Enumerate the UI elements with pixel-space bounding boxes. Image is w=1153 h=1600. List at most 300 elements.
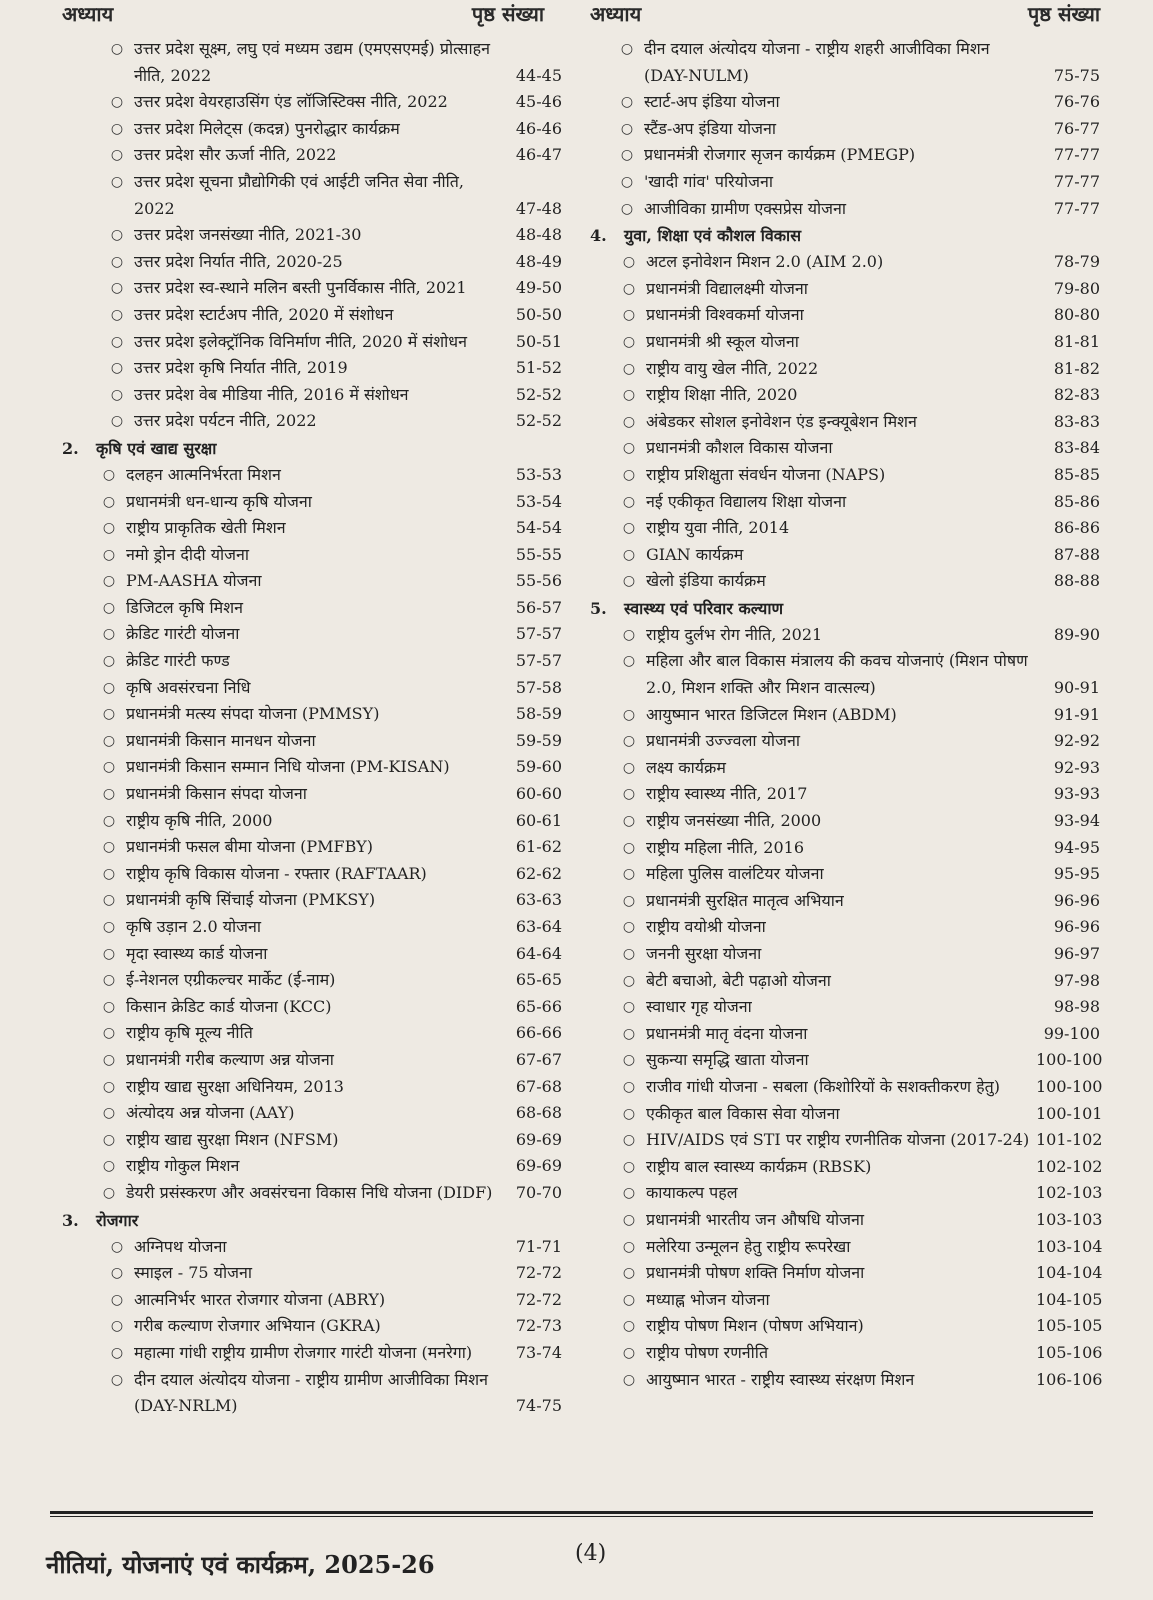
circle-bullet-icon: ○ [622, 520, 636, 537]
toc-entry-pages: 77-77 [1053, 145, 1100, 165]
circle-bullet-icon: ○ [622, 813, 636, 830]
circle-bullet-icon: ○ [622, 866, 636, 883]
circle-bullet-icon: ○ [622, 413, 636, 430]
toc-entry-pages: 93-93 [1053, 784, 1100, 804]
right-column [590, 0, 1103, 1393]
toc-entry-pages: 102-102 [1036, 1156, 1103, 1176]
toc-entry-title: महात्मा गांधी राष्ट्रीय ग्रामीण रोजगार गारंटी योजना (मनरेगा) [134, 1342, 473, 1362]
circle-bullet-icon: ○ [110, 1344, 124, 1361]
toc-entry [62, 754, 562, 781]
toc-entry-pages: 71-71 [515, 1236, 562, 1256]
toc-entry-title: उत्तर प्रदेश स्व-स्थाने मलिन बस्ती पुनर्विकास नीति, 2021 [134, 278, 467, 298]
toc-entry-title: राष्ट्रीय स्वास्थ्य नीति, 2017 [646, 784, 808, 804]
toc-entry-pages: 45-46 [515, 92, 562, 112]
toc-entry-pages: 69-69 [515, 1129, 562, 1149]
toc-entry-pages: 46-46 [515, 118, 562, 138]
toc-entry [62, 408, 562, 435]
toc-entry [62, 355, 562, 382]
toc-entry-pages: 81-82 [1053, 358, 1100, 378]
toc-entry [62, 489, 562, 516]
toc-entry-pages: 54-54 [515, 518, 562, 538]
toc-entry [62, 1260, 562, 1287]
circle-bullet-icon: ○ [620, 94, 634, 111]
circle-bullet-icon: ○ [102, 653, 116, 670]
toc-entry-title: राष्ट्रीय वयोश्री योजना [646, 917, 766, 937]
toc-entry-title: राष्ट्रीय पोषण मिशन (पोषण अभियान) [646, 1316, 864, 1336]
toc-entry [62, 887, 562, 914]
toc-entry-title: राष्ट्रीय कृषि मूल्य नीति [126, 1023, 253, 1043]
toc-entry-pages: 80-80 [1053, 305, 1100, 325]
circle-bullet-icon: ○ [622, 466, 636, 483]
circle-bullet-icon: ○ [620, 120, 634, 137]
toc-entry-pages: 106-106 [1036, 1369, 1103, 1389]
circle-bullet-icon: ○ [102, 520, 116, 537]
toc-entry-title: आयुष्मान भारत - राष्ट्रीय स्वास्थ्य संरक्षण मिशन [646, 1369, 915, 1389]
toc-entry-title: प्रधानमंत्री पोषण शक्ति निर्माण योजना [646, 1263, 865, 1283]
circle-bullet-icon: ○ [102, 786, 116, 803]
toc-entry-title: स्टैंड-अप इंडिया योजना [644, 118, 777, 138]
toc-entry-title: अंत्योदय अन्न योजना (AAY) [126, 1103, 295, 1123]
toc-entry-title: राष्ट्रीय प्रशिक्षुता संवर्धन योजना (NAPS) [646, 464, 886, 484]
circle-bullet-icon: ○ [622, 1132, 636, 1149]
toc-entry-title: आयुष्मान भारत डिजिटल मिशन (ABDM) [646, 704, 897, 724]
toc-entry-title: डिजिटल कृषि मिशन [126, 597, 243, 617]
toc-entry-pages: 91-91 [1053, 704, 1100, 724]
toc-entry-title: उत्तर प्रदेश वेब मीडिया नीति, 2016 में संशोधन [134, 384, 409, 404]
toc-entry-title: दीन दयाल अंत्योदय योजना - राष्ट्रीय ग्रामीण आजीविका मिशन (DAY-NRLM) [134, 1369, 488, 1416]
circle-bullet-icon: ○ [622, 1265, 636, 1282]
circle-bullet-icon: ○ [622, 1185, 636, 1202]
circle-bullet-icon: ○ [102, 466, 116, 483]
toc-entry-title: दीन दयाल अंत्योदय योजना - राष्ट्रीय शहरी आजीविका मिशन (DAY-NULM) [644, 39, 990, 85]
toc-entry [590, 835, 1100, 862]
toc-entry-pages: 48-49 [515, 251, 562, 271]
toc-entry-pages: 64-64 [515, 943, 562, 963]
circle-bullet-icon: ○ [102, 546, 116, 563]
toc-entry-title: प्रधानमंत्री विश्वकर्मा योजना [646, 305, 804, 325]
toc-entry-pages: 75-75 [1053, 65, 1100, 85]
toc-entry-title: उत्तर प्रदेश इलेक्ट्रॉनिक विनिर्माण नीति, 2020 में संशोधन [134, 331, 467, 351]
section-number: 5. [590, 598, 607, 618]
toc-entry [62, 834, 562, 861]
toc-entry [590, 329, 1100, 356]
toc-entry-pages: 65-65 [515, 970, 562, 990]
toc-entry-pages: 52-52 [515, 411, 562, 431]
toc-entry-title: प्रधानमंत्री किसान सम्मान निधि योजना (PM-KISAN) [126, 757, 450, 777]
toc-entry-title: राष्ट्रीय गोकुल मिशन [126, 1156, 240, 1176]
toc-entry [62, 808, 562, 835]
toc-entry-pages: 96-97 [1053, 944, 1100, 963]
toc-entry [62, 302, 562, 329]
circle-bullet-icon: ○ [622, 1158, 636, 1175]
section-heading [590, 222, 1100, 249]
toc-entry [62, 675, 562, 702]
toc-entry [590, 1047, 1103, 1074]
toc-entry-pages: 100-101 [1036, 1103, 1103, 1123]
circle-bullet-icon: ○ [102, 972, 116, 989]
toc-entry [590, 382, 1100, 409]
toc-entry-pages: 53-54 [515, 491, 562, 511]
toc-entry-pages: 48-48 [515, 225, 562, 245]
circle-bullet-icon: ○ [102, 1051, 116, 1068]
circle-bullet-icon: ○ [622, 280, 636, 297]
toc-entry-title: प्रधानमंत्री धन-धान्य कृषि योजना [126, 491, 312, 511]
section-heading [62, 435, 562, 462]
toc-entry [62, 967, 562, 994]
circle-bullet-icon: ○ [110, 120, 124, 137]
toc-section [590, 222, 1100, 595]
toc-entry-title: प्रधानमंत्री किसान मानधन योजना [126, 730, 316, 750]
toc-entry-title: प्रधानमंत्री विद्यालक्ष्मी योजना [646, 278, 808, 298]
toc-entry-pages: 95-95 [1053, 864, 1100, 884]
circle-bullet-icon: ○ [622, 387, 636, 404]
toc-entry-pages: 103-103 [1036, 1209, 1103, 1229]
circle-bullet-icon: ○ [622, 1052, 636, 1069]
toc-entry-pages: 100-100 [1036, 1050, 1103, 1070]
circle-bullet-icon: ○ [622, 307, 636, 324]
toc-entry-title: राष्ट्रीय कृषि नीति, 2000 [126, 810, 273, 830]
toc-entry [590, 169, 1100, 196]
toc-entry [590, 302, 1100, 329]
circle-bullet-icon: ○ [622, 759, 636, 776]
toc-entry-pages: 104-104 [1036, 1263, 1103, 1283]
toc-entry-pages: 67-67 [515, 1049, 562, 1069]
circle-bullet-icon: ○ [102, 759, 116, 776]
toc-entry-title: उत्तर प्रदेश सूचना प्रौद्योगिकी एवं आईटी जनित सेवा नीति, 2022 [134, 171, 464, 218]
toc-entry [590, 1127, 1103, 1154]
toc-entry-pages: 93-94 [1053, 811, 1100, 831]
toc-entry-title: स्टार्ट-अप इंडिया योजना [644, 92, 780, 112]
page-number: (4) [575, 1541, 607, 1566]
book-title: नीतियां, योजनाएं एवं कार्यक्रम, 2025-26 [46, 1550, 435, 1579]
section-heading [590, 595, 1100, 622]
right-sections [590, 222, 1103, 1393]
circle-bullet-icon: ○ [102, 679, 116, 696]
toc-entry-title: मध्याह्न भोजन योजना [646, 1289, 770, 1309]
toc-entry [62, 1127, 562, 1154]
circle-bullet-icon: ○ [102, 732, 116, 749]
circle-bullet-icon: ○ [110, 41, 124, 57]
circle-bullet-icon: ○ [622, 1211, 636, 1228]
toc-entry-title: एकीकृत बाल विकास सेवा योजना [646, 1103, 840, 1123]
toc-entry-pages: 59-60 [515, 757, 562, 777]
toc-entry-pages: 70-70 [515, 1182, 562, 1202]
circle-bullet-icon: ○ [622, 360, 636, 377]
toc-entry-title: नई एकीकृत विद्यालय शिक्षा योजना [646, 491, 847, 511]
toc-entry-pages: 81-81 [1053, 331, 1100, 351]
toc-entry [62, 1180, 562, 1207]
toc-entry [590, 89, 1100, 116]
toc-entry-pages: 92-92 [1053, 731, 1100, 751]
footer-rule-thick [50, 1511, 1093, 1514]
toc-entry [590, 1260, 1103, 1287]
circle-bullet-icon: ○ [110, 173, 124, 190]
toc-entry-title: राष्ट्रीय दुर्लभ रोग नीति, 2021 [646, 624, 823, 644]
toc-entry-pages: 59-59 [515, 730, 562, 750]
toc-entry [590, 435, 1100, 462]
section-number: 4. [590, 226, 607, 246]
toc-entry [62, 701, 562, 728]
toc-entry [62, 1367, 562, 1420]
circle-bullet-icon: ○ [622, 972, 636, 989]
toc-entry-title: प्रधानमंत्री श्री स्कूल योजना [646, 331, 799, 351]
toc-entry-pages: 86-86 [1053, 518, 1100, 538]
toc-entry [590, 36, 1100, 89]
toc-entry-title: राष्ट्रीय खाद्य सुरक्षा अधिनियम, 2013 [126, 1076, 344, 1096]
toc-entry [62, 515, 562, 542]
toc-entry-pages: 97-98 [1053, 970, 1100, 990]
toc-entry [590, 462, 1100, 489]
toc-entry-title: PM-AASHA योजना [126, 571, 262, 591]
toc-entry-title: उत्तर प्रदेश मिलेट्स (कदन्न) पुनरोद्धार कार्यक्रम [134, 118, 400, 138]
circle-bullet-icon: ○ [622, 786, 636, 803]
circle-bullet-icon: ○ [110, 94, 124, 111]
toc-entry-title: गरीब कल्याण रोजगार अभियान (GKRA) [134, 1316, 381, 1336]
toc-entry [590, 568, 1100, 595]
toc-entry [62, 648, 562, 675]
circle-bullet-icon: ○ [622, 653, 636, 670]
toc-entry-pages: 83-83 [1053, 411, 1100, 431]
circle-bullet-icon: ○ [110, 386, 124, 403]
toc-entry-pages: 63-64 [515, 917, 562, 936]
circle-bullet-icon: ○ [622, 1078, 636, 1095]
circle-bullet-icon: ○ [622, 733, 636, 750]
circle-bullet-icon: ○ [102, 812, 116, 829]
toc-entry-title: मलेरिया उन्मूलन हेतु राष्ट्रीय रूपरेखा [646, 1236, 851, 1256]
toc-entry-pages: 58-59 [515, 704, 562, 724]
toc-entry-title: खेलो इंडिया कार्यक्रम [646, 571, 766, 591]
circle-bullet-icon: ○ [102, 626, 116, 643]
section-title: रोजगार [96, 1210, 139, 1230]
toc-entry-title: HIV/AIDS एवं STI पर राष्ट्रीय रणनीतिक योजना (2017-24) [646, 1130, 1030, 1150]
section-number: 2. [62, 438, 79, 458]
toc-entry-pages: 90-91 [1053, 678, 1100, 698]
toc-entry-title: बेटी बचाओ, बेटी पढ़ाओ योजना [646, 970, 831, 990]
toc-entry-title: दलहन आत्मनिर्भरता मिशन [126, 464, 281, 484]
circle-bullet-icon: ○ [110, 280, 124, 297]
circle-bullet-icon: ○ [110, 147, 124, 164]
toc-entry-pages: 99-100 [1043, 1023, 1100, 1043]
toc-entry [62, 1234, 562, 1261]
toc-entry-title: उत्तर प्रदेश निर्यात नीति, 2020-25 [134, 251, 343, 271]
toc-entry-title: आत्मनिर्भर भारत रोजगार योजना (ABRY) [134, 1289, 386, 1309]
toc-entry [62, 275, 562, 302]
toc-entry-title: प्रधानमंत्री गरीब कल्याण अन्न योजना [126, 1049, 334, 1069]
toc-entry [62, 1287, 562, 1314]
toc-entry-title: उत्तर प्रदेश पर्यटन नीति, 2022 [134, 411, 317, 431]
toc-entry [590, 1154, 1103, 1181]
page-number-label: पृष्ठ संख्या [1027, 2, 1100, 26]
circle-bullet-icon: ○ [622, 839, 636, 856]
section-title: युवा, शिक्षा एवं कौशल विकास [624, 226, 802, 246]
circle-bullet-icon: ○ [620, 200, 634, 217]
toc-entry [62, 1047, 562, 1074]
toc-entry-title: कृषि अवसंरचना निधि [126, 677, 251, 697]
toc-entry-pages: 57-57 [515, 651, 562, 671]
toc-entry-title: किसान क्रेडिट कार्ड योजना (KCC) [126, 996, 332, 1016]
toc-entry-pages: 96-96 [1053, 890, 1100, 910]
circle-bullet-icon: ○ [622, 1025, 636, 1042]
circle-bullet-icon: ○ [622, 999, 636, 1016]
toc-entry-pages: 82-83 [1053, 385, 1100, 405]
toc-entry [590, 1367, 1103, 1394]
right-column-header [590, 0, 1100, 36]
toc-entry-pages: 63-63 [515, 890, 562, 910]
toc-entry-title: अटल इनोवेशन मिशन 2.0 (AIM 2.0) [646, 252, 884, 272]
toc-entry-title: नमो ड्रोन दीदी योजना [126, 544, 250, 564]
toc-entry [62, 169, 562, 222]
toc-entry-pages: 55-56 [515, 571, 562, 591]
toc-entry [62, 542, 562, 569]
toc-entry-pages: 77-77 [1053, 171, 1100, 191]
toc-entry-title: राष्ट्रीय महिला नीति, 2016 [646, 837, 805, 857]
toc-entry-pages: 50-50 [515, 304, 562, 324]
circle-bullet-icon: ○ [110, 1291, 124, 1308]
toc-entry-pages: 101-102 [1036, 1130, 1103, 1150]
toc-entry [590, 994, 1100, 1021]
toc-entry-pages: 62-62 [515, 863, 562, 883]
circle-bullet-icon: ○ [622, 1105, 636, 1122]
toc-entry-title: प्रधानमंत्री कृषि सिंचाई योजना (PMKSY) [126, 890, 376, 910]
circle-bullet-icon: ○ [102, 865, 116, 882]
section-number: 3. [62, 1210, 79, 1230]
toc-entry [590, 781, 1100, 808]
toc-entry-pages: 57-57 [515, 624, 562, 644]
toc-entry-title: उत्तर प्रदेश स्टार्टअप नीति, 2020 में संशोधन [134, 304, 394, 324]
toc-entry [62, 89, 562, 116]
toc-entry-title: राष्ट्रीय वायु खेल नीति, 2022 [646, 358, 819, 378]
toc-entry-title: GIAN कार्यक्रम [646, 544, 744, 564]
toc-entry-pages: 61-62 [515, 837, 562, 857]
toc-entry-pages: 60-61 [515, 810, 562, 830]
left-column-header [62, 0, 562, 36]
toc-entry [590, 622, 1100, 649]
toc-entry-pages: 87-88 [1053, 544, 1100, 564]
toc-entry-title: सुकन्या समृद्धि खाता योजना [646, 1050, 809, 1070]
toc-entry-pages: 72-72 [515, 1263, 562, 1283]
toc-entry-pages: 88-88 [1053, 571, 1100, 591]
toc-entry-title: राष्ट्रीय प्राकृतिक खेती मिशन [126, 518, 286, 538]
circle-bullet-icon: ○ [102, 998, 116, 1015]
toc-entry [590, 1021, 1100, 1048]
circle-bullet-icon: ○ [622, 919, 636, 936]
circle-bullet-icon: ○ [622, 1318, 636, 1335]
toc-entry [590, 1101, 1103, 1128]
circle-bullet-icon: ○ [102, 573, 116, 590]
toc-entry-pages: 66-66 [515, 1023, 562, 1043]
circle-bullet-icon: ○ [102, 892, 116, 909]
toc-entry [62, 1340, 562, 1367]
circle-bullet-icon: ○ [622, 493, 636, 510]
toc-entry [590, 249, 1100, 276]
toc-entry-title: प्रधानमंत्री किसान संपदा योजना [126, 784, 307, 804]
circle-bullet-icon: ○ [102, 1078, 116, 1095]
circle-bullet-icon: ○ [102, 919, 116, 935]
toc-entry-title: कायाकल्प पहल [646, 1183, 738, 1203]
toc-entry-title: प्रधानमंत्री फसल बीमा योजना (PMFBY) [126, 837, 373, 857]
toc-entry-title: कृषि उड़ान 2.0 योजना [126, 917, 262, 936]
toc-entry-title: प्रधानमंत्री रोजगार सृजन कार्यक्रम (PMEGP) [644, 145, 916, 165]
toc-entry-pages: 94-95 [1053, 837, 1100, 857]
toc-entry-pages: 72-73 [515, 1316, 562, 1336]
circle-bullet-icon: ○ [102, 1131, 116, 1148]
toc-entry-title: लक्ष्य कार्यक्रम [646, 757, 726, 777]
toc-entry-title: उत्तर प्रदेश सूक्ष्म, लघु एवं मध्यम उद्यम (एमएसएमई) प्रोत्साहन नीति, 2022 [134, 39, 491, 85]
circle-bullet-icon: ○ [622, 1291, 636, 1308]
toc-entry-title: प्रधानमंत्री मत्स्य संपदा योजना (PMMSY) [126, 704, 380, 724]
toc-entry-pages: 85-85 [1053, 464, 1100, 484]
toc-section [62, 1207, 562, 1420]
toc-entry [590, 728, 1100, 755]
toc-entry [62, 781, 562, 808]
toc-entry [590, 1074, 1103, 1101]
toc-entry-title: प्रधानमंत्री सुरक्षित मातृत्व अभियान [646, 890, 844, 910]
toc-entry-pages: 53-53 [515, 464, 562, 484]
toc-entry-title: अंबेडकर सोशल इनोवेशन एंड इन्क्यूबेशन मिशन [646, 411, 917, 431]
toc-entry [62, 941, 562, 968]
toc-entry-title: उत्तर प्रदेश सौर ऊर्जा नीति, 2022 [134, 145, 337, 165]
toc-entry [62, 1313, 562, 1340]
toc-entry [62, 861, 562, 888]
toc-entry-pages: 46-47 [515, 145, 562, 165]
circle-bullet-icon: ○ [622, 626, 636, 643]
circle-bullet-icon: ○ [102, 1025, 116, 1042]
toc-entry-pages: 50-51 [515, 331, 562, 351]
toc-entry [62, 621, 562, 648]
circle-bullet-icon: ○ [622, 946, 636, 962]
toc-entry-pages: 74-75 [515, 1396, 562, 1416]
toc-entry-pages: 57-58 [515, 677, 562, 697]
toc-entry-pages: 69-69 [515, 1156, 562, 1176]
toc-entry [62, 462, 562, 489]
toc-entry-title: राष्ट्रीय युवा नीति, 2014 [646, 518, 790, 538]
toc-entry [62, 994, 562, 1021]
toc-entry-pages: 92-93 [1053, 757, 1100, 777]
toc-entry [590, 1207, 1103, 1234]
toc-entry-pages: 44-45 [515, 65, 562, 85]
circle-bullet-icon: ○ [110, 306, 124, 323]
circle-bullet-icon: ○ [110, 1265, 124, 1282]
toc-entry-pages: 104-105 [1036, 1289, 1103, 1309]
toc-entry [590, 648, 1100, 701]
toc-entry [590, 755, 1100, 782]
toc-entry-pages: 98-98 [1053, 997, 1100, 1017]
toc-entry-pages: 96-96 [1053, 917, 1100, 937]
toc-entry-title: क्रेडिट गारंटी फण्ड [126, 651, 230, 671]
circle-bullet-icon: ○ [102, 1158, 116, 1175]
toc-entry [62, 329, 562, 356]
toc-entry [62, 568, 562, 595]
circle-bullet-icon: ○ [110, 413, 124, 430]
toc-entry-title: प्रधानमंत्री मातृ वंदना योजना [646, 1023, 808, 1043]
left-column [62, 0, 562, 1420]
circle-bullet-icon: ○ [102, 493, 116, 510]
circle-bullet-icon: ○ [110, 227, 124, 244]
toc-entry [590, 968, 1100, 995]
toc-entry-pages: 105-105 [1036, 1316, 1103, 1336]
section-title: कृषि एवं खाद्य सुरक्षा [96, 438, 217, 458]
toc-entry-pages: 83-84 [1053, 438, 1100, 458]
circle-bullet-icon: ○ [102, 945, 116, 962]
footer-rule-thin [50, 1516, 1093, 1517]
toc-entry-title: अग्निपथ योजना [134, 1236, 227, 1256]
toc-entry [62, 249, 562, 276]
section-heading [62, 1207, 562, 1234]
toc-entry-title: राष्ट्रीय पोषण रणनीति [646, 1342, 769, 1362]
toc-entry-pages: 105-106 [1036, 1342, 1103, 1362]
circle-bullet-icon: ○ [620, 173, 634, 190]
right-top-list [590, 36, 1100, 222]
